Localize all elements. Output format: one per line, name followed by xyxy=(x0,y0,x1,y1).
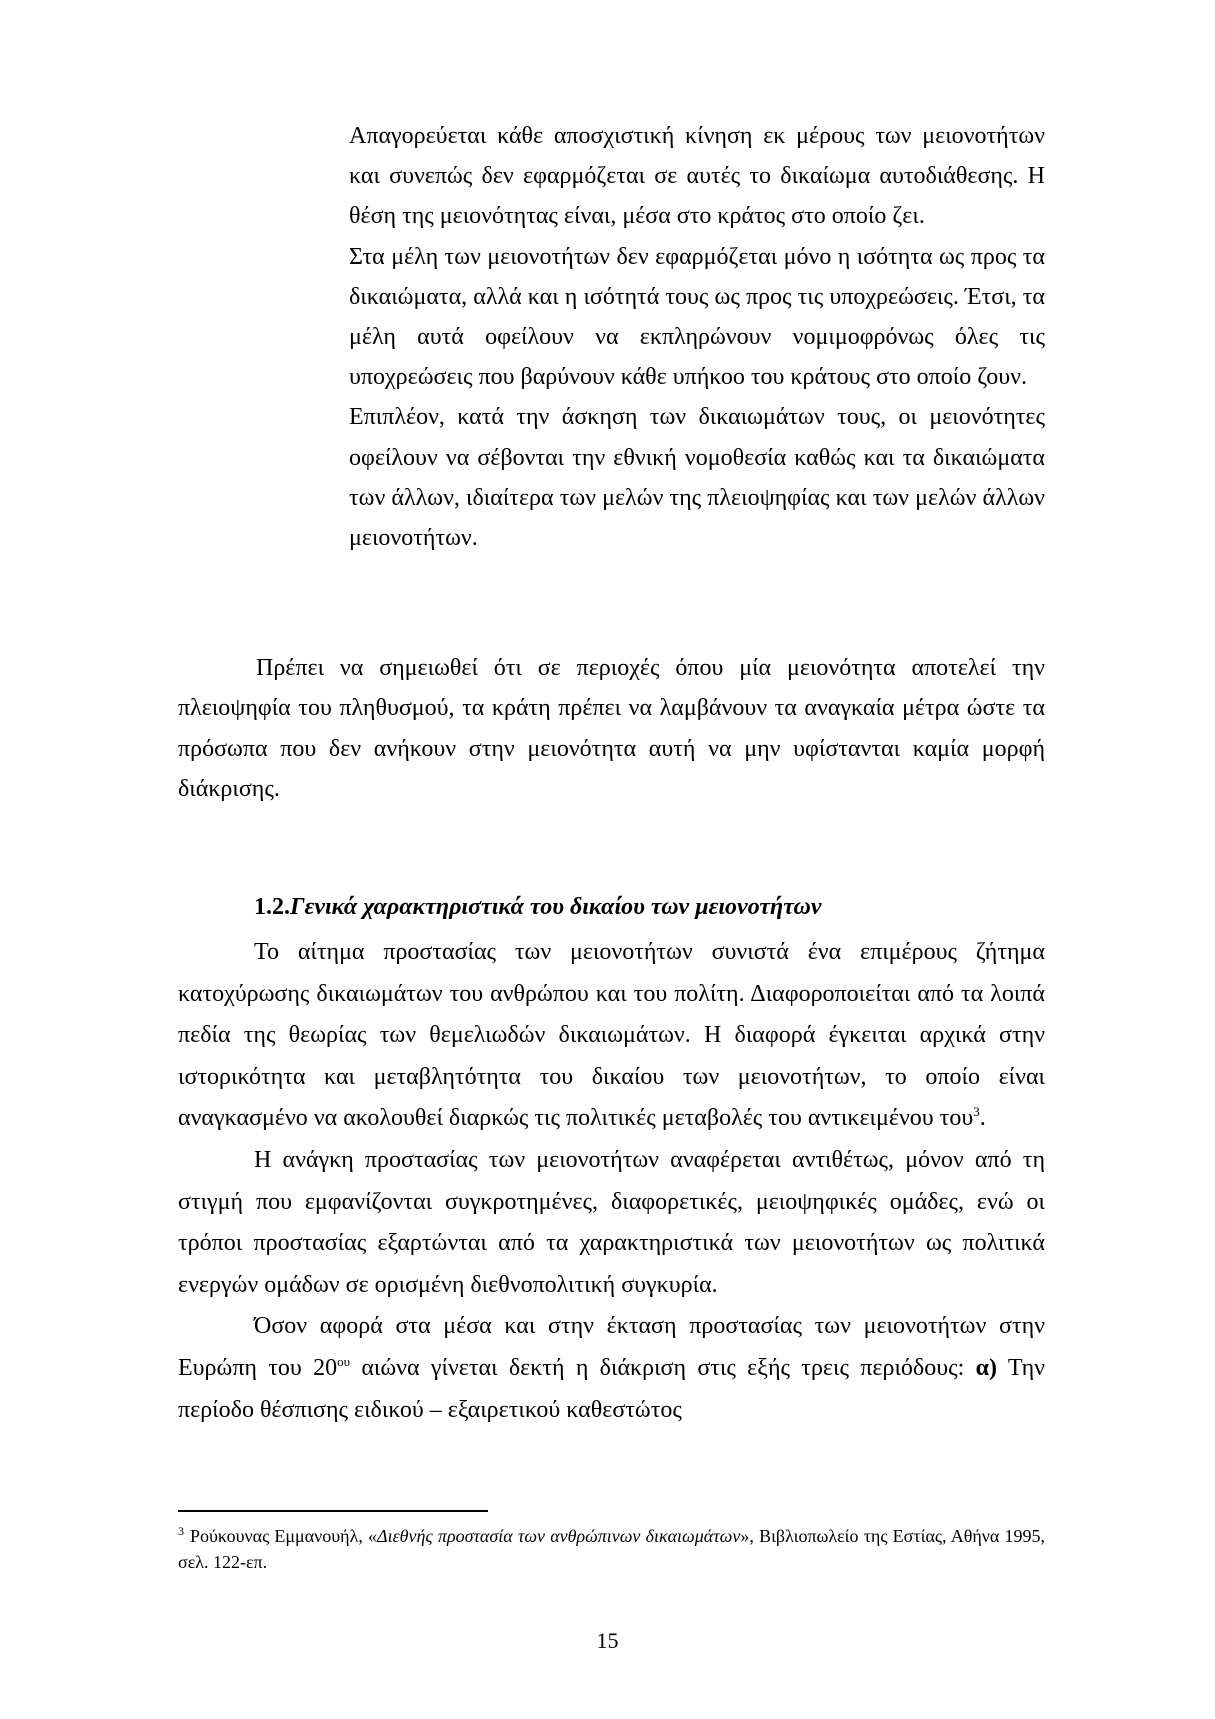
footnote-author: Ρούκουνας Εμμανουήλ, « xyxy=(190,1526,378,1546)
paragraph-majority-regions: Πρέπει να σημειωθεί ότι σε περιοχές όπου μία μειονότητα αποτελεί την πλειοψηφία του πληθυσμού, τα κράτη πρέπει να λαμβάνουν τα αναγκαία μέτρα ώστε τα πρόσωπα που δεν ανήκουν στην μειονότητα αυτή να μην υφίστανται καμία μορφή διάκρισης. xyxy=(178,655,1045,802)
footnote-separator xyxy=(178,1510,488,1512)
section-number: 1.2. xyxy=(254,894,290,920)
footnote xyxy=(178,1523,1045,1575)
paragraph-request-end: . xyxy=(979,1105,986,1132)
paragraph-periods-b: αιώνα γίνεται δεκτή η διάκριση στις εξής τρεις περιόδους: xyxy=(350,1354,976,1381)
footnote-title: Διεθνής προστασία των ανθρώπινων δικαιωμάτων xyxy=(377,1526,741,1546)
page-number: 15 xyxy=(596,1628,619,1653)
top-paragraphs xyxy=(349,116,1045,558)
paragraph-request-text: Το αίτημα προστασίας των μειονοτήτων συνιστά ένα επιμέρους ζήτημα κατοχύρωσης δικαιωμάτων του ανθρώπου και του πολίτη. Διαφοροποιείται από τα λοιπά πεδία της θεωρίας των θεμελιωδών δικαιωμάτων. Η διαφορά έγκειται αρχικά στην ιστορικότητα και μεταβλητότητα του δικαίου των μειονοτήτων, το οποίο είναι αναγκασμένο να ακολουθεί διαρκώς τις πολιτικές μεταβολές του αντικειμένου του xyxy=(178,939,1045,1132)
paragraph-need: Η ανάγκη προστασίας των μειονοτήτων αναφέρεται αντιθέτως, μόνον από τη στιγμή που εμφανίζονται συγκροτημένες, διαφορετικές, μειοψηφικές ομάδες, ενώ οι τρόποι προστασίας εξαρτώνται από τα χαρακτηριστικά των μειονοτήτων ως πολιτικά ενεργών ομάδων σε ορισμένη διεθνοπολιτική συγκυρία. xyxy=(178,1146,1045,1298)
footnote-rest: », Βιβλιοπωλείο της Εστίας, Αθήνα 1995, σελ. 122-επ. xyxy=(178,1526,1046,1572)
paragraph-secession: Απαγορεύεται κάθε αποσχιστική κίνηση εκ μέρους των μειονοτήτων και συνεπώς δεν εφαρμόζεται σε αυτές το δικαίωμα αυτοδιάθεσης. Η θέση της μειονότητας είναι, μέσα στο κράτος στο οποίο ζει. xyxy=(349,123,1045,230)
footnote-mark: 3 xyxy=(178,1524,184,1538)
section-heading xyxy=(254,890,822,924)
paragraph-request xyxy=(178,932,1045,1140)
paragraph-obligations: Στα μέλη των μειονοτήτων δεν εφαρμόζεται μόνο η ισότητα ως προς τα δικαιώματα, αλλά και η ισότητά τους ως προς τις υποχρεώσεις. Έτσι, τα μέλη αυτά οφείλουν να εκπληρώνουν νομιμοφρόνως όλες τις υποχρεώσεις που βαρύνουν κάθε υπήκοο του κράτους στο οποίο ζουν. xyxy=(349,243,1045,391)
section-body xyxy=(178,932,1045,1431)
section-title: Γενικά χαρακτηριστικά του δικαίου των μειονοτήτων xyxy=(290,894,822,920)
paragraph-periods-c: Την περίοδο θέσπισης ειδικού – εξαιρετικού καθεστώτος xyxy=(178,1354,1045,1423)
paragraph-respect: Επιπλέον, κατά την άσκηση των δικαιωμάτων τους, οι μειονότητες οφείλουν να σέβονται την εθνική νομοθεσία καθώς και τα δικαιώματα των άλλων, ιδιαίτερα των μελών της πλειοψηφίας και των μελών άλλων μειονοτήτων. xyxy=(349,404,1045,552)
list-marker-a: α) xyxy=(975,1354,997,1381)
paragraph-periods xyxy=(178,1306,1045,1431)
paragraph-periods-a: Όσον αφορά στα μέσα και στην έκταση προστασίας των μειονοτήτων στην Ευρώπη του 20 xyxy=(178,1313,1045,1381)
ordinal-superscript: ου xyxy=(337,1353,351,1369)
footnote-reference[interactable]: 3 xyxy=(973,1104,980,1120)
